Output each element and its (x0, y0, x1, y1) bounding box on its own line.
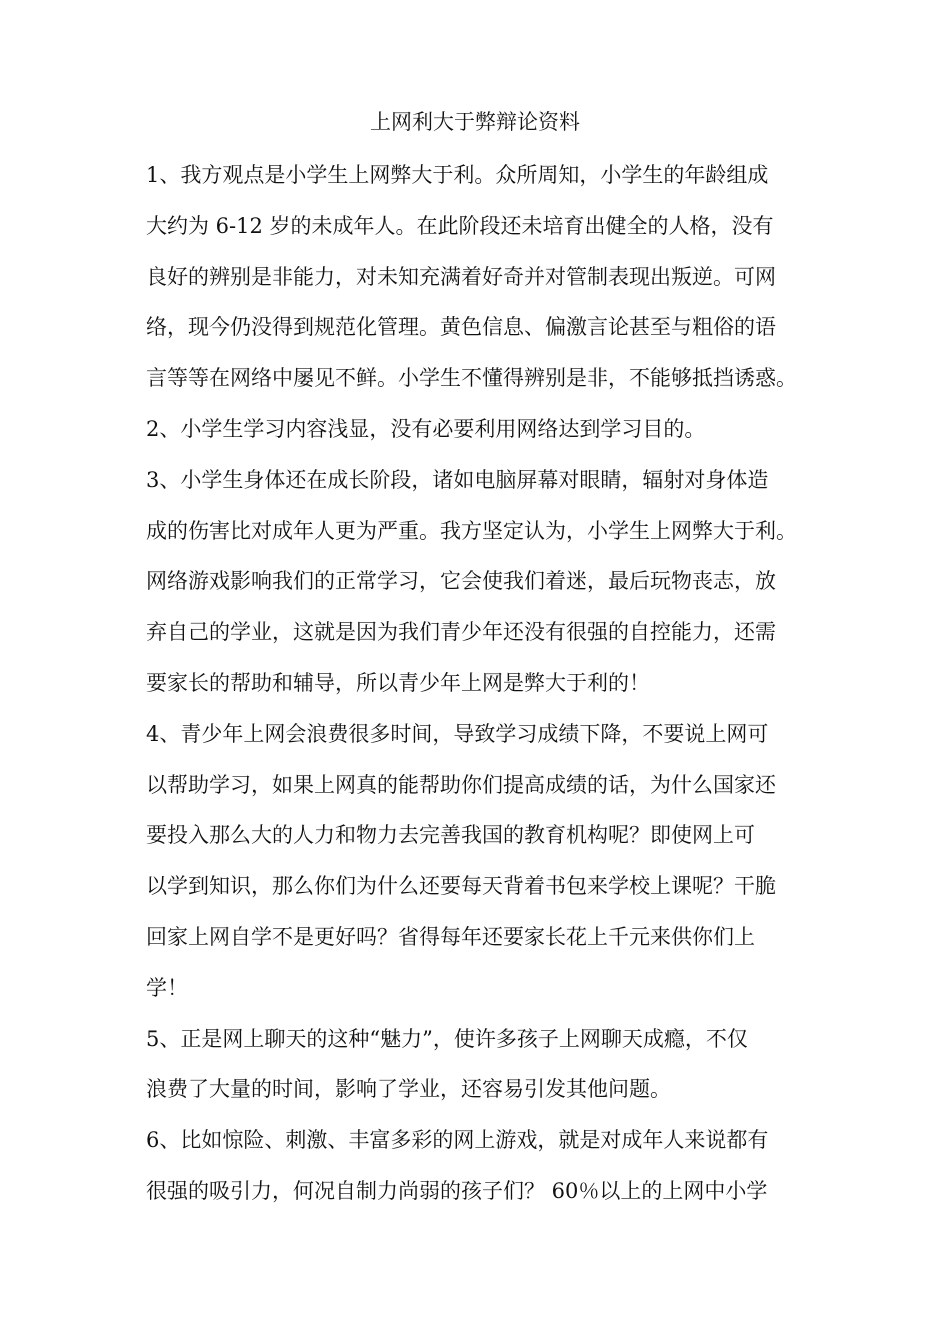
text-line: 以帮助学习，如果上网真的能帮助你们提高成绩的话，为什么国家还 (146, 772, 776, 797)
text-line: 网络游戏影响我们的正常学习，它会使我们着迷，最后玩物丧志，放 (146, 569, 776, 594)
text-line: 络，现今仍没得到规范化管理。黄色信息、偏激言论甚至与粗俗的语 (146, 315, 776, 340)
document-title: 上网利大于弊辩论资料 (370, 110, 580, 134)
text-line: 浪费了大量的时间，影响了学业，还容易引发其他问题。 (146, 1077, 671, 1102)
text-line: 良好的辨别是非能力，对未知充满着好奇并对管制表现出叛逆。可网 (146, 264, 776, 289)
paragraph-2 (146, 404, 816, 455)
paragraph-5 (146, 1014, 816, 1116)
text-line: 大约为 6-12 岁的未成年人。在此阶段还未培育出健全的人格，没有 (146, 213, 774, 238)
text-line: 5、正是网上聊天的这种“魅力”，使许多孩子上网聊天成瘾，不仅 (146, 1026, 748, 1051)
text-line: 2、小学生学习内容浅显，没有必要利用网络达到学习目的。 (146, 416, 706, 441)
text-line: 弃自己的学业，这就是因为我们青少年还没有很强的自控能力，还需 (146, 620, 776, 645)
text-line: 6、比如惊险、刺激、丰富多彩的网上游戏，就是对成年人来说都有 (146, 1128, 769, 1153)
text-line: 1、我方观点是小学生上网弊大于利。众所周知，小学生的年龄组成 (146, 163, 769, 187)
paragraph-6 (146, 1115, 816, 1217)
text-line: 回家上网自学不是更好吗？省得每年还要家长花上千元来供你们上 (146, 924, 755, 949)
text-line: 3、小学生身体还在成长阶段，诸如电脑屏幕对眼睛，辐射对身体造 (146, 467, 769, 492)
text-line: 言等等在网络中屡见不鲜。小学生不懂得辨别是非，不能够抵挡诱惑。 (146, 366, 797, 391)
text-line: 很强的吸引力，何况自制力尚弱的孩子们？ 60％以上的上网中小学 (146, 1178, 768, 1203)
text-line: 要家长的帮助和辅导，所以青少年上网是弊大于利的！ (146, 670, 650, 695)
text-line: 成的伤害比对成年人更为严重。我方坚定认为，小学生上网弊大于利。 (146, 518, 797, 543)
paragraph-4 (146, 709, 816, 1014)
paragraph-1 (146, 150, 816, 404)
text-line: 以学到知识，那么你们为什么还要每天背着书包来学校上课呢？干脆 (146, 874, 776, 899)
text-line: 学！ (146, 975, 188, 1000)
document-body (146, 150, 816, 1217)
text-line: 要投入那么大的人力和物力去完善我国的教育机构呢？即使网上可 (146, 823, 755, 848)
text-line: 4、青少年上网会浪费很多时间，导致学习成绩下降，不要说上网可 (146, 721, 769, 746)
paragraph-3 (146, 455, 816, 709)
